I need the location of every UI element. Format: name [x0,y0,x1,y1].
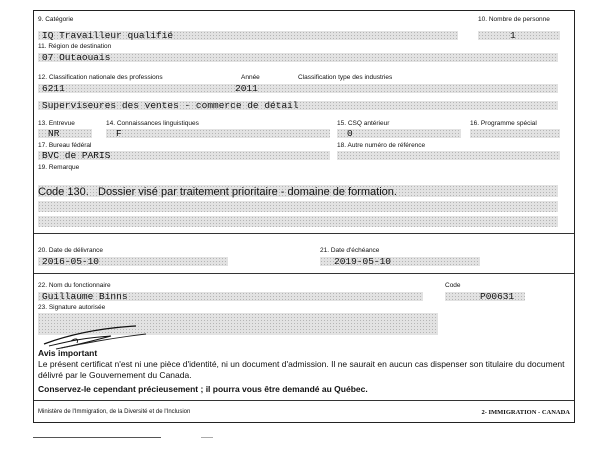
remarque-code: Code 130. [38,186,89,198]
cnp-value: 6211 [42,83,65,94]
code-label: Code [445,282,461,289]
programme-label: 16. Programme spécial [470,120,537,127]
notice-heading: Avis important [38,348,98,358]
echeance-value: 2019-05-10 [334,256,392,267]
signature-label: 23. Signature autorisée [38,304,106,311]
region-label: 11. Région de destination [38,43,112,50]
industries-label: Classification type des industries [298,74,393,81]
cnp-shading [38,84,558,93]
copy-designation: 2- IMMIGRATION - CANADA [481,409,570,416]
langues-shading [106,129,330,138]
bureau-value: BVC de PARIS [42,150,111,161]
code-value: P00631 [480,291,515,302]
page-bottom-dash [201,437,213,438]
bureau-label: 17. Bureau fédéral [38,142,92,149]
notice-text: Le présent certificat n'est ni une pièce d'identité, ni un document d'admission. Il ne saurait en aucun cas dispenser son titulaire du document délivré par le Gouvernement du Canada. [38,359,565,380]
delivrance-label: 20. Date de délivrance [38,247,104,254]
nombre-personne-value: 1 [510,30,516,41]
echeance-label: 21. Date d'échéance [320,247,380,254]
csq-shading [337,129,461,138]
remarque-shading-2 [38,201,558,212]
certificate-form [33,10,575,423]
ministry-name: Ministère de l'Immigration, de la Diversité et de l'Inclusion [38,409,191,415]
autre-numero-shading [337,151,560,160]
categorie-label: 9. Catégorie [38,16,74,23]
entrevue-shading [38,129,92,138]
fonctionnaire-label: 22. Nom du fonctionnaire [38,282,111,289]
region-value: 07 Outaouais [42,52,111,63]
cnp-label: 12. Classification nationale des professions [38,74,163,81]
page-bottom-line [33,437,161,438]
nombre-personne-shading [478,31,560,40]
langues-value: F [116,128,122,139]
region-shading [38,53,558,62]
remarque-label: 19. Remarque [38,164,80,171]
remarque-shading-3 [38,216,558,227]
nombre-personne-label: 10. Nombre de personne [478,16,550,23]
autre-numero-label: 18. Autre numéro de référence [337,142,426,149]
csq-label: 15. CSQ antérieur [337,120,390,127]
delivrance-value: 2016-05-10 [42,256,100,267]
annee-value: 2011 [235,83,258,94]
divider-footer [34,400,574,401]
entrevue-label: 13. Entrevue [38,120,75,127]
categorie-value: IQ Travailleur qualifié [42,30,174,41]
divider-dates [34,233,574,234]
programme-shading [470,129,560,138]
divider-officer [34,273,574,274]
notice-bold: Conservez-le cependant précieusement ; il pourra vous être demandé au Québec. [38,384,368,394]
profession-value: Superviseures des ventes - commerce de détail [42,100,299,111]
entrevue-value: NR [48,128,60,139]
langues-label: 14. Connaissances linguistiques [106,120,199,127]
annee-label: Année [241,74,260,81]
csq-value: 0 [347,128,353,139]
fonctionnaire-value: Guillaume Binns [42,291,128,302]
remarque-text: Dossier visé par traitement prioritaire - domaine de formation. [98,186,397,198]
